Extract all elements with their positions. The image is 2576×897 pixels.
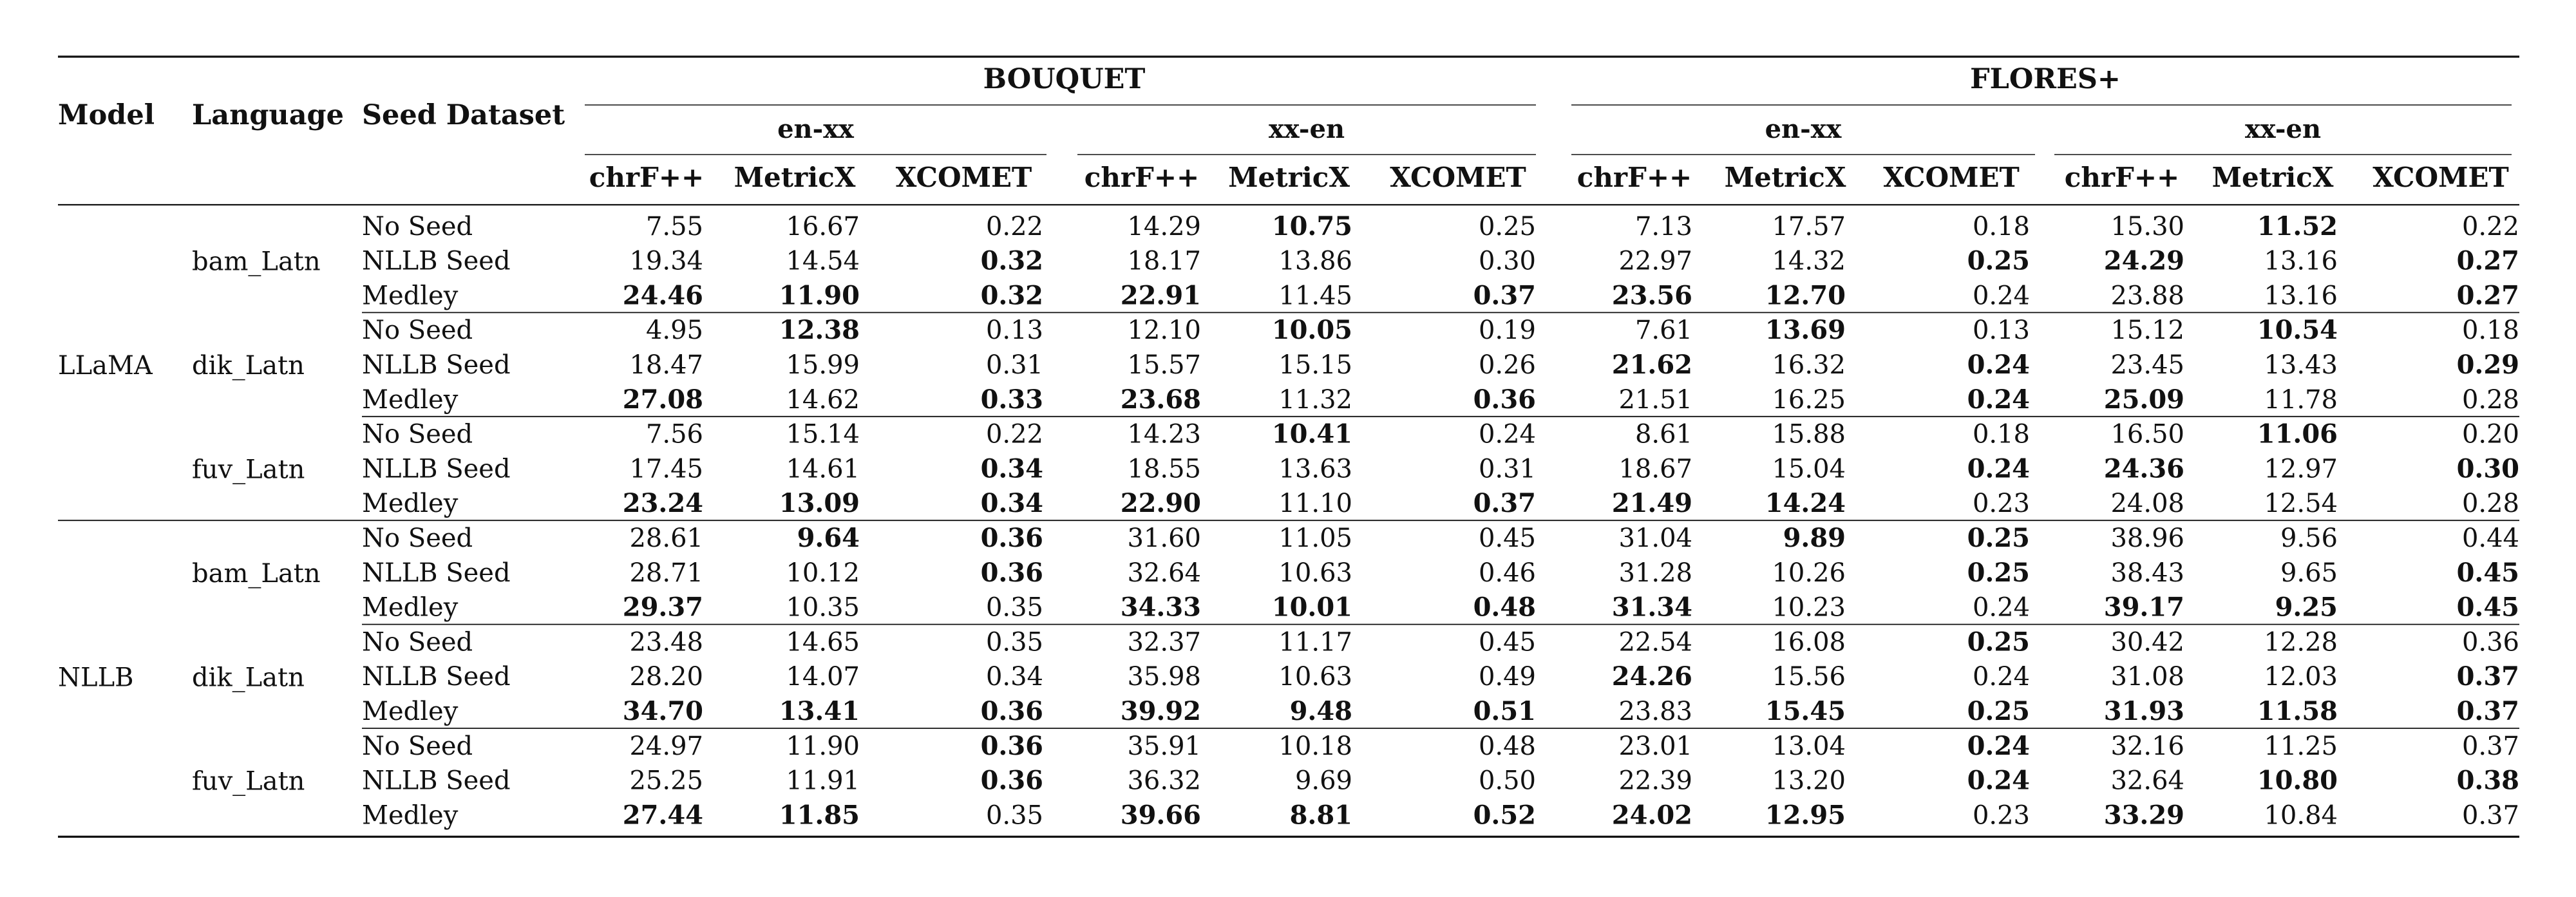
value-cell: 0.37 bbox=[2456, 661, 2519, 692]
value-cell: 9.65 bbox=[2280, 558, 2338, 588]
benchmark-header-flores: FLORES+ bbox=[1970, 63, 2121, 95]
seed-cell: No Seed bbox=[362, 627, 473, 657]
value-cell: 0.22 bbox=[985, 419, 1043, 449]
model-cell: LLaMA bbox=[58, 351, 153, 381]
value-cell: 25.09 bbox=[2103, 384, 2184, 415]
value-cell: 0.37 bbox=[2456, 696, 2519, 727]
value-cell: 0.48 bbox=[1478, 731, 1536, 761]
value-cell: 14.23 bbox=[1127, 419, 1201, 449]
value-cell: 0.29 bbox=[2456, 350, 2519, 381]
value-cell: 25.25 bbox=[629, 766, 703, 796]
value-cell: 0.38 bbox=[2456, 765, 2519, 796]
value-cell: 31.28 bbox=[1618, 558, 1692, 588]
value-cell: 0.37 bbox=[1473, 280, 1536, 311]
value-cell: 0.37 bbox=[1473, 488, 1536, 519]
value-cell: 10.26 bbox=[1772, 558, 1846, 588]
value-cell: 0.51 bbox=[1473, 696, 1536, 727]
value-cell: 10.01 bbox=[1271, 592, 1352, 623]
value-cell: 12.95 bbox=[1765, 800, 1846, 831]
value-cell: 21.51 bbox=[1618, 384, 1692, 415]
metric-header-metricx: MetricX bbox=[1724, 162, 1846, 193]
value-cell: 10.54 bbox=[2257, 315, 2338, 346]
seed-cell: No Seed bbox=[362, 524, 473, 554]
value-cell: 0.37 bbox=[2461, 800, 2519, 831]
value-cell: 0.36 bbox=[980, 557, 1043, 588]
seed-cell: NLLB Seed bbox=[362, 246, 511, 276]
language-cell: fuv_Latn bbox=[192, 766, 305, 797]
value-cell: 12.38 bbox=[779, 315, 860, 346]
value-cell: 11.06 bbox=[2257, 419, 2338, 449]
metric-header-chrf: chrF++ bbox=[1084, 162, 1200, 193]
value-cell: 11.45 bbox=[1278, 281, 1352, 311]
value-cell: 7.55 bbox=[645, 211, 703, 241]
value-cell: 14.07 bbox=[786, 662, 860, 692]
metric-header-xcomet: XCOMET bbox=[895, 162, 1032, 193]
value-cell: 13.69 bbox=[1765, 315, 1846, 346]
value-cell: 0.36 bbox=[1473, 384, 1536, 415]
value-cell: 15.56 bbox=[1772, 662, 1846, 692]
value-cell: 32.16 bbox=[2110, 731, 2184, 761]
value-cell: 0.50 bbox=[1478, 766, 1536, 796]
value-cell: 0.45 bbox=[1478, 524, 1536, 554]
direction-header-en-xx: en-xx bbox=[1765, 114, 1842, 144]
value-cell: 28.20 bbox=[629, 662, 703, 692]
language-cell: fuv_Latn bbox=[192, 455, 305, 485]
value-cell: 0.36 bbox=[980, 696, 1043, 727]
value-cell: 0.48 bbox=[1473, 592, 1536, 623]
value-cell: 39.92 bbox=[1120, 696, 1201, 727]
value-cell: 0.34 bbox=[980, 453, 1043, 484]
seed-cell: Medley bbox=[362, 800, 459, 831]
value-cell: 11.58 bbox=[2257, 696, 2338, 727]
value-cell: 24.29 bbox=[2103, 245, 2184, 276]
value-cell: 0.36 bbox=[980, 765, 1043, 796]
metric-header-chrf: chrF++ bbox=[1577, 162, 1692, 193]
seed-cell: No Seed bbox=[362, 211, 473, 241]
value-cell: 13.16 bbox=[2264, 246, 2338, 276]
value-cell: 12.28 bbox=[2264, 627, 2338, 657]
value-cell: 31.34 bbox=[1611, 592, 1692, 623]
value-cell: 16.50 bbox=[2110, 419, 2184, 449]
value-cell: 0.24 bbox=[1967, 350, 2030, 381]
value-cell: 10.41 bbox=[1271, 419, 1352, 449]
value-cell: 0.22 bbox=[985, 211, 1043, 241]
value-cell: 23.45 bbox=[2110, 350, 2184, 381]
value-cell: 0.24 bbox=[1967, 730, 2030, 761]
value-cell: 11.32 bbox=[1278, 384, 1352, 415]
value-cell: 11.05 bbox=[1278, 524, 1352, 554]
metric-header-xcomet: XCOMET bbox=[1883, 162, 2020, 193]
col-header-language: Language bbox=[192, 99, 344, 131]
value-cell: 7.56 bbox=[645, 419, 703, 449]
table-header bbox=[58, 63, 2509, 193]
value-cell: 22.90 bbox=[1120, 488, 1201, 519]
value-cell: 12.03 bbox=[2264, 662, 2338, 692]
seed-cell: NLLB Seed bbox=[362, 558, 511, 588]
value-cell: 13.41 bbox=[779, 696, 860, 727]
value-cell: 9.56 bbox=[2280, 524, 2338, 554]
value-cell: 0.23 bbox=[1972, 489, 2030, 519]
value-cell: 13.20 bbox=[1772, 766, 1846, 796]
value-cell: 30.42 bbox=[2110, 627, 2184, 657]
value-cell: 10.75 bbox=[1271, 211, 1352, 241]
value-cell: 14.65 bbox=[786, 627, 860, 657]
value-cell: 18.67 bbox=[1618, 454, 1692, 484]
direction-header-xx-en: xx-en bbox=[1268, 114, 1345, 144]
value-cell: 15.14 bbox=[786, 419, 860, 449]
metric-header-metricx: MetricX bbox=[2211, 162, 2334, 193]
value-cell: 15.15 bbox=[1278, 350, 1352, 381]
value-cell: 0.18 bbox=[1972, 419, 2030, 449]
value-cell: 0.32 bbox=[980, 245, 1043, 276]
value-cell: 11.78 bbox=[2264, 384, 2338, 415]
value-cell: 22.54 bbox=[1618, 627, 1692, 657]
value-cell: 31.93 bbox=[2103, 696, 2184, 727]
value-cell: 0.24 bbox=[1967, 453, 2030, 484]
value-cell: 10.80 bbox=[2257, 765, 2338, 796]
value-cell: 36.32 bbox=[1127, 766, 1201, 796]
value-cell: 24.02 bbox=[1611, 800, 1692, 831]
value-cell: 18.55 bbox=[1127, 454, 1201, 484]
value-cell: 0.24 bbox=[1967, 765, 2030, 796]
value-cell: 14.29 bbox=[1127, 211, 1201, 241]
seed-cell: Medley bbox=[362, 592, 459, 623]
value-cell: 0.24 bbox=[1967, 384, 2030, 415]
value-cell: 0.33 bbox=[980, 384, 1043, 415]
value-cell: 0.25 bbox=[1967, 696, 2030, 727]
value-cell: 15.99 bbox=[786, 350, 860, 381]
value-cell: 0.36 bbox=[980, 730, 1043, 761]
value-cell: 0.27 bbox=[2456, 245, 2519, 276]
value-cell: 29.37 bbox=[622, 592, 703, 623]
value-cell: 0.52 bbox=[1473, 800, 1536, 831]
value-cell: 18.47 bbox=[629, 350, 703, 381]
seed-cell: No Seed bbox=[362, 419, 473, 449]
language-cell: bam_Latn bbox=[192, 558, 321, 589]
value-cell: 14.32 bbox=[1772, 246, 1846, 276]
value-cell: 7.61 bbox=[1634, 316, 1692, 346]
value-cell: 0.13 bbox=[985, 316, 1043, 346]
value-cell: 11.91 bbox=[786, 766, 860, 796]
language-cell: bam_Latn bbox=[192, 247, 321, 277]
value-cell: 39.66 bbox=[1120, 800, 1201, 831]
seed-cell: Medley bbox=[362, 697, 459, 727]
value-cell: 15.12 bbox=[2110, 316, 2184, 346]
value-cell: 22.91 bbox=[1120, 280, 1201, 311]
value-cell: 24.26 bbox=[1611, 661, 1692, 692]
value-cell: 19.34 bbox=[629, 246, 703, 276]
value-cell: 0.28 bbox=[2461, 489, 2519, 519]
seed-cell: Medley bbox=[362, 281, 459, 311]
value-cell: 21.62 bbox=[1611, 350, 1692, 381]
value-cell: 23.24 bbox=[622, 488, 703, 519]
value-cell: 9.25 bbox=[2275, 592, 2338, 623]
value-cell: 22.39 bbox=[1618, 766, 1692, 796]
value-cell: 33.29 bbox=[2103, 800, 2184, 831]
value-cell: 12.70 bbox=[1765, 280, 1846, 311]
value-cell: 18.17 bbox=[1127, 246, 1201, 276]
value-cell: 38.43 bbox=[2110, 558, 2184, 588]
value-cell: 0.37 bbox=[2461, 731, 2519, 761]
value-cell: 8.81 bbox=[1289, 800, 1352, 831]
value-cell: 32.37 bbox=[1127, 627, 1201, 657]
value-cell: 11.90 bbox=[779, 280, 860, 311]
value-cell: 23.48 bbox=[629, 627, 703, 657]
value-cell: 12.97 bbox=[2264, 454, 2338, 484]
value-cell: 15.30 bbox=[2110, 211, 2184, 241]
value-cell: 0.31 bbox=[985, 350, 1043, 381]
value-cell: 0.26 bbox=[1478, 350, 1536, 381]
value-cell: 13.09 bbox=[779, 488, 860, 519]
value-cell: 14.62 bbox=[786, 384, 860, 415]
value-cell: 0.13 bbox=[1972, 316, 2030, 346]
value-cell: 14.24 bbox=[1765, 488, 1846, 519]
value-cell: 16.67 bbox=[786, 211, 860, 241]
value-cell: 11.90 bbox=[786, 731, 860, 761]
seed-cell: NLLB Seed bbox=[362, 766, 511, 796]
seed-cell: NLLB Seed bbox=[362, 662, 511, 692]
value-cell: 21.49 bbox=[1611, 488, 1692, 519]
value-cell: 0.25 bbox=[1967, 523, 2030, 554]
value-cell: 27.08 bbox=[622, 384, 703, 415]
value-cell: 10.63 bbox=[1278, 662, 1352, 692]
value-cell: 0.25 bbox=[1967, 557, 2030, 588]
value-cell: 10.23 bbox=[1772, 592, 1846, 623]
value-cell: 10.05 bbox=[1271, 315, 1352, 346]
value-cell: 23.68 bbox=[1120, 384, 1201, 415]
metric-header-xcomet: XCOMET bbox=[2372, 162, 2509, 193]
value-cell: 15.57 bbox=[1127, 350, 1201, 381]
value-cell: 17.57 bbox=[1772, 211, 1846, 241]
value-cell: 0.45 bbox=[2456, 592, 2519, 623]
value-cell: 0.46 bbox=[1478, 558, 1536, 588]
value-cell: 0.20 bbox=[2461, 419, 2519, 449]
seed-cell: No Seed bbox=[362, 731, 473, 761]
value-cell: 0.24 bbox=[1972, 281, 2030, 311]
value-cell: 11.10 bbox=[1278, 489, 1352, 519]
value-cell: 9.89 bbox=[1783, 523, 1846, 554]
value-cell: 22.97 bbox=[1618, 246, 1692, 276]
metric-header-metricx: MetricX bbox=[734, 162, 856, 193]
value-cell: 0.24 bbox=[1972, 662, 2030, 692]
language-cell: dik_Latn bbox=[192, 663, 305, 693]
value-cell: 23.01 bbox=[1618, 731, 1692, 761]
value-cell: 27.44 bbox=[622, 800, 703, 831]
value-cell: 14.61 bbox=[786, 454, 860, 484]
value-cell: 14.54 bbox=[786, 246, 860, 276]
value-cell: 34.33 bbox=[1120, 592, 1201, 623]
value-cell: 23.56 bbox=[1611, 280, 1692, 311]
value-cell: 0.36 bbox=[980, 523, 1043, 554]
value-cell: 32.64 bbox=[2110, 766, 2184, 796]
metric-header-chrf: chrF++ bbox=[589, 162, 705, 193]
value-cell: 13.43 bbox=[2264, 350, 2338, 381]
value-cell: 12.10 bbox=[1127, 316, 1201, 346]
value-cell: 9.48 bbox=[1289, 696, 1352, 727]
value-cell: 0.36 bbox=[2461, 627, 2519, 657]
value-cell: 31.08 bbox=[2110, 662, 2184, 692]
seed-cell: NLLB Seed bbox=[362, 350, 511, 381]
value-cell: 0.35 bbox=[985, 800, 1043, 831]
value-cell: 8.61 bbox=[1634, 419, 1692, 449]
value-cell: 32.64 bbox=[1127, 558, 1201, 588]
value-cell: 0.35 bbox=[985, 592, 1043, 623]
value-cell: 4.95 bbox=[645, 316, 703, 346]
value-cell: 0.28 bbox=[2461, 384, 2519, 415]
value-cell: 15.88 bbox=[1772, 419, 1846, 449]
value-cell: 10.12 bbox=[786, 558, 860, 588]
direction-header-en-xx: en-xx bbox=[777, 114, 854, 144]
value-cell: 0.27 bbox=[2456, 280, 2519, 311]
value-cell: 0.24 bbox=[1478, 419, 1536, 449]
value-cell: 11.52 bbox=[2257, 211, 2338, 241]
value-cell: 0.49 bbox=[1478, 662, 1536, 692]
value-cell: 38.96 bbox=[2110, 524, 2184, 554]
value-cell: 0.18 bbox=[2461, 316, 2519, 346]
value-cell: 0.45 bbox=[1478, 627, 1536, 657]
value-cell: 24.97 bbox=[629, 731, 703, 761]
metric-header-metricx: MetricX bbox=[1228, 162, 1350, 193]
language-cell: dik_Latn bbox=[192, 351, 305, 381]
value-cell: 24.46 bbox=[622, 280, 703, 311]
metric-header-xcomet: XCOMET bbox=[1390, 162, 1526, 193]
value-cell: 13.63 bbox=[1278, 454, 1352, 484]
value-cell: 0.30 bbox=[2456, 453, 2519, 484]
value-cell: 0.34 bbox=[980, 488, 1043, 519]
value-cell: 11.17 bbox=[1278, 627, 1352, 657]
value-cell: 9.64 bbox=[797, 523, 860, 554]
value-cell: 12.54 bbox=[2264, 489, 2338, 519]
value-cell: 0.23 bbox=[1972, 800, 2030, 831]
value-cell: 23.83 bbox=[1618, 697, 1692, 727]
value-cell: 0.45 bbox=[2456, 557, 2519, 588]
value-cell: 17.45 bbox=[629, 454, 703, 484]
value-cell: 0.35 bbox=[985, 627, 1043, 657]
value-cell: 11.25 bbox=[2264, 731, 2338, 761]
seed-cell: Medley bbox=[362, 489, 459, 519]
value-cell: 7.13 bbox=[1634, 211, 1692, 241]
value-cell: 35.91 bbox=[1127, 731, 1201, 761]
benchmark-header-bouquet: BOUQUET bbox=[983, 63, 1146, 95]
value-cell: 13.04 bbox=[1772, 731, 1846, 761]
value-cell: 0.30 bbox=[1478, 246, 1536, 276]
col-header-seed-dataset: Seed Dataset bbox=[362, 99, 565, 131]
value-cell: 15.45 bbox=[1765, 696, 1846, 727]
metric-header-chrf: chrF++ bbox=[2064, 162, 2180, 193]
value-cell: 0.25 bbox=[1967, 245, 2030, 276]
value-cell: 13.16 bbox=[2264, 281, 2338, 311]
value-cell: 34.70 bbox=[622, 696, 703, 727]
value-cell: 0.19 bbox=[1478, 316, 1536, 346]
value-cell: 0.18 bbox=[1972, 211, 2030, 241]
value-cell: 0.32 bbox=[980, 280, 1043, 311]
seed-cell: Medley bbox=[362, 384, 459, 415]
col-header-model: Model bbox=[58, 99, 155, 131]
value-cell: 0.24 bbox=[1972, 592, 2030, 623]
value-cell: 0.22 bbox=[2461, 211, 2519, 241]
value-cell: 10.84 bbox=[2264, 800, 2338, 831]
model-cell: NLLB bbox=[58, 663, 134, 693]
value-cell: 0.44 bbox=[2461, 524, 2519, 554]
value-cell: 10.35 bbox=[786, 592, 860, 623]
value-cell: 15.04 bbox=[1772, 454, 1846, 484]
value-cell: 0.34 bbox=[985, 662, 1043, 692]
value-cell: 23.88 bbox=[2110, 281, 2184, 311]
value-cell: 0.31 bbox=[1478, 454, 1536, 484]
value-cell: 28.61 bbox=[629, 524, 703, 554]
value-cell: 13.86 bbox=[1278, 246, 1352, 276]
value-cell: 31.04 bbox=[1618, 524, 1692, 554]
value-cell: 16.32 bbox=[1772, 350, 1846, 381]
direction-header-xx-en: xx-en bbox=[2244, 114, 2322, 144]
value-cell: 16.08 bbox=[1772, 627, 1846, 657]
value-cell: 24.08 bbox=[2110, 489, 2184, 519]
value-cell: 9.69 bbox=[1294, 766, 1352, 796]
value-cell: 24.36 bbox=[2103, 453, 2184, 484]
value-cell: 31.60 bbox=[1127, 524, 1201, 554]
value-cell: 0.25 bbox=[1967, 627, 2030, 657]
value-cell: 10.18 bbox=[1278, 731, 1352, 761]
value-cell: 11.85 bbox=[779, 800, 860, 831]
value-cell: 16.25 bbox=[1772, 384, 1846, 415]
value-cell: 10.63 bbox=[1278, 558, 1352, 588]
seed-cell: NLLB Seed bbox=[362, 454, 511, 484]
seed-cell: No Seed bbox=[362, 316, 473, 346]
value-cell: 0.25 bbox=[1478, 211, 1536, 241]
value-cell: 28.71 bbox=[629, 558, 703, 588]
value-cell: 39.17 bbox=[2103, 592, 2184, 623]
value-cell: 35.98 bbox=[1127, 662, 1201, 692]
